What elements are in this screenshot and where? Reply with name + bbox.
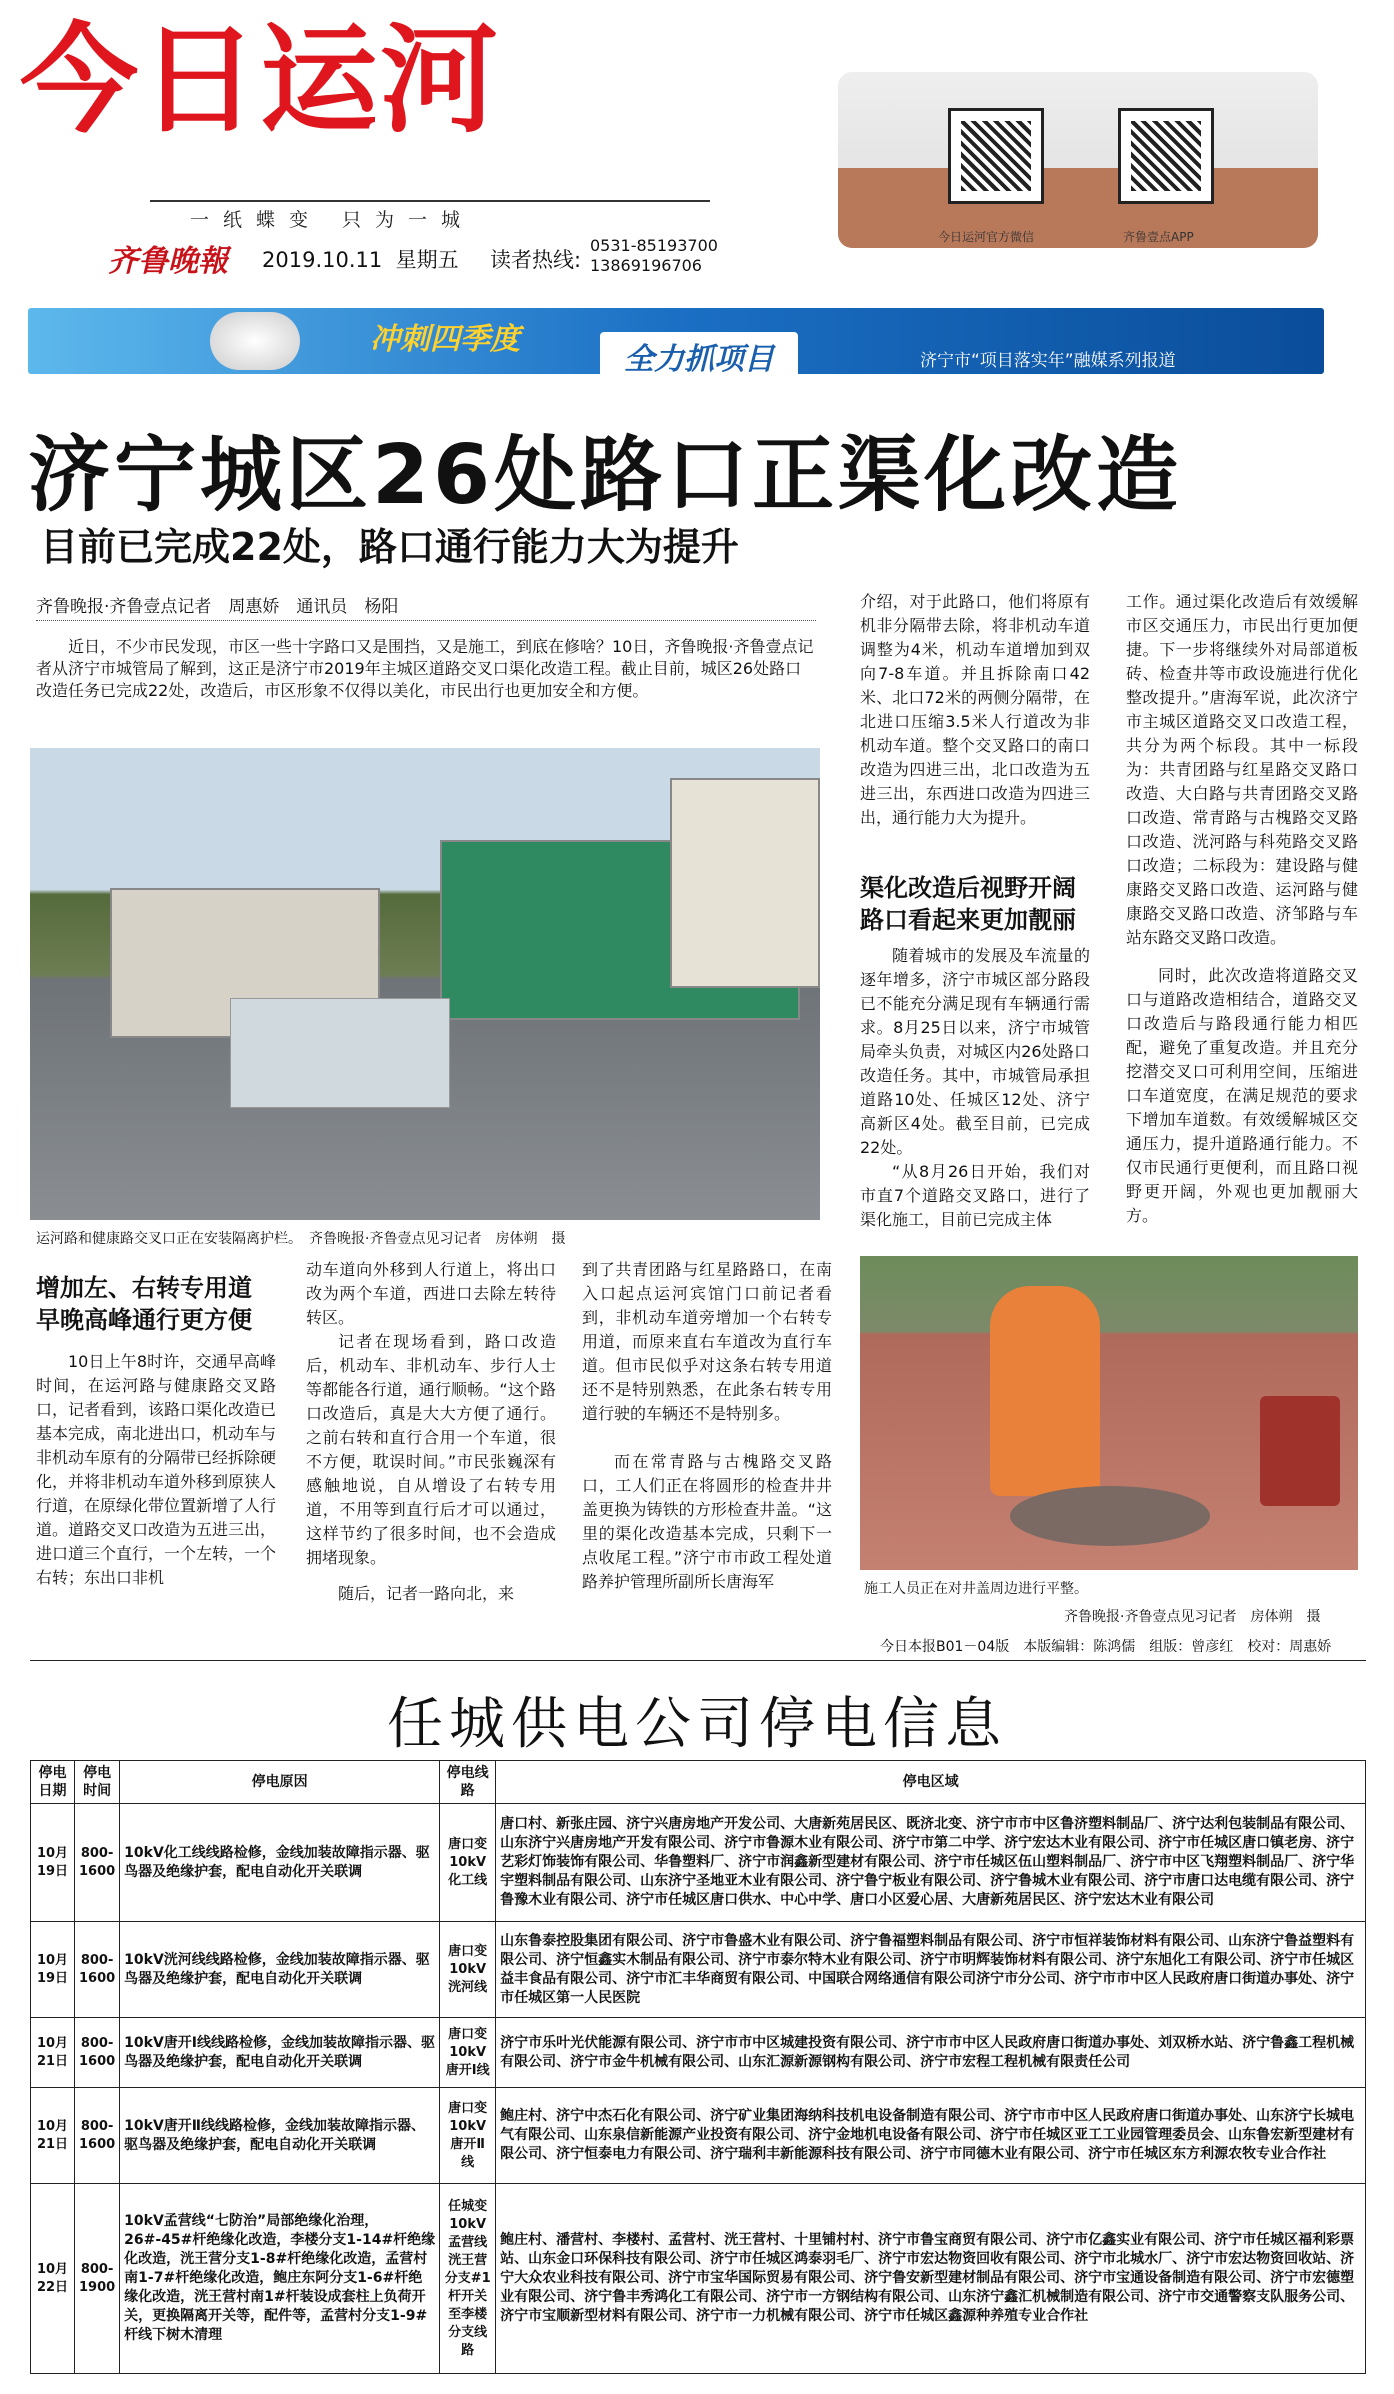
row-date: 10月21日	[31, 2088, 75, 2184]
row-area: 鲍庄村、潘营村、李楼村、孟营村、洸王营村、十里铺村村、济宁市鲁宝商贸有限公司、济宁市亿鑫实业有限公司、济宁市任城区福利彩票站、山东金口环保科技有限公司、济宁市任城区鸿泰羽毛厂、济宁市宏达物资回收有限公司、济宁市北城水厂、济宁市宏达物资回收站、济宁大众农业科技有限公司、济宁市宝华国际贸易有限公司、济宁鲁安新型建材制品有限公司、济宁市宝通设备制造有限公司、济宁市宏德塑业有限公司、济宁鲁丰秀鸿化工有限公司、济宁市一方钢结构有限公司、山东济宁鑫汇机械制造有限公司、济宁市交通警察支队服务公司、济宁市宝顺新型材料有限公司、济宁市一力机械有限公司、济宁市任城区鑫源种养殖专业合作社	[496, 2184, 1366, 2374]
section2-text: 随着城市的发展及车流量的逐年增多，济宁市城区部分路段已不能充分满足现有车辆通行需求。8月25日以来，济宁市城管局牵头负责，对城区内26处路口改造任务。其中，市城管局承担道路10处、任城区12处、济宁高新区4处。截至目前，已完成22处。	[860, 946, 1090, 1157]
row-area: 鲍庄村、济宁中杰石化有限公司、济宁矿业集团海纳科技机电设备制造有限公司、济宁市市中区人民政府唐口街道办事处、山东济宁长城电气有限公司、山东泉信新能源产业投资有限公司、济宁金地机电设备有限公司、济宁市任城区亚工工业园管理委员会、山东鲁宏新型建材有限公司、济宁恒泰电力有限公司、济宁瑞利丰新能源科技有限公司、济宁市同德木业有限公司、济宁市任城区东方利源农牧专业合作社	[496, 2088, 1366, 2184]
row-time: 800-1600	[75, 1922, 120, 2018]
hotline-numbers: 0531-85193700 13869196706	[590, 236, 718, 275]
section1-text: 10日上午8时许，交通早高峰时间，在运河路与健康路交叉路口，记者看到，该路口渠化改造已基本完成，南北进出口，机动车与非机动车原有的分隔带已经拆除硬化，并将非机动车道外移到原狭人行道，在原绿化带位置新增了人行道。道路交叉口改造为五进三出，进口道三个直行，一个左转，一个右转；东出口非机	[36, 1352, 277, 1587]
table-header-row	[31, 1761, 1366, 1804]
byline: 齐鲁晚报·齐鲁壹点记者 周惠娇 通讯员 杨阳	[36, 597, 399, 617]
issue-date: 2019.10.11 星期五	[262, 248, 459, 272]
fist-icon	[210, 312, 300, 370]
row-line: 任城变10kV孟营线洸王营分支#1杆开关至李楼分支线路	[440, 2184, 496, 2374]
row-date: 10月19日	[31, 1804, 75, 1922]
page-footer: 今日本报B01－04版 本版编辑：陈鸿儒 组版：曾彦红 校对：周惠娇	[880, 1639, 1332, 1655]
article-col-b2b: 记者在现场看到，路口改造后，机动车、非机动车、步行人士等都能各行道，通行顺畅。“这个路口改造后，真是大大方便了通行。之前右转和直行合用一个车道，很不方便，耽误时间。”市民张巍深有感触地说，自从增设了右转专用道，不用等到直行后才可以通过，这样节约了很多时间，也不会造成拥堵现象。	[306, 1332, 556, 1567]
subhead: 目前已完成22处，路口通行能力大为提升	[40, 525, 739, 569]
table-row	[31, 1804, 1366, 1922]
wechat-qr-code	[948, 108, 1044, 204]
row-reason: 10kV洸河线线路检修，金线加装故障指示器、驱鸟器及绝缘护套，配电自动化开关联调	[120, 1922, 440, 2018]
row-line: 唐口变10kV化工线	[440, 1804, 496, 1922]
article-col-mid: 介绍，对于此路口，他们将原有机非分隔带去除，将非机动车道调整为4米，机动车道增加到双向7-8车道。并且拆除南口42米、北口72米的两侧分隔带，在北进口压缩3.5米人行道改为非机动车道。整个交叉路口的南口改造为四进三出，北口改造为五进三出，东西进口改造为四进三出，通行能力大为提升。	[860, 592, 1090, 827]
worker-graphic	[990, 1286, 1100, 1496]
headline: 济宁城区26处路口正渠化改造	[28, 428, 1183, 523]
row-area: 山东鲁泰控股集团有限公司、济宁市鲁盛木业有限公司、济宁鲁福塑料制品有限公司、济宁市恒祥装饰材料有限公司、山东济宁鲁益塑料有限公司、济宁恒鑫实木制品有限公司、济宁市泰尔特木业有限公司、济宁市明辉装饰材料有限公司、济宁东旭化工有限公司、济宁市任城区益丰食品有限公司、济宁市汇丰华商贸有限公司、中国联合网络通信有限公司济宁市分公司、济宁市市中区人民政府唐口街道办事处、济宁市任城区第一人民医院	[496, 1922, 1366, 2018]
section-rule	[30, 1660, 1366, 1661]
header-date: 停电日期	[31, 1761, 75, 1804]
masthead-title: 今日运河	[20, 11, 501, 149]
banner-highlight: 全力抓项目	[600, 332, 798, 380]
header-reason: 停电原因	[120, 1761, 440, 1804]
barrier-stack-graphic	[230, 998, 450, 1108]
row-line: 唐口变10kV唐开Ⅰ线	[440, 2018, 496, 2088]
article-col-b3b: 而在常青路与古槐路交叉路口，工人们正在将圆形的检查井井盖更换为铸铁的方形检查井盖。“这里的渠化改造基本完成，只剩下一点收尾工程。”济宁市市政工程处道路养护管理所副所长唐海军	[582, 1452, 832, 1591]
photo2-credit: 齐鲁晚报·齐鲁壹点见习记者 房体朔 摄	[1064, 1609, 1321, 1625]
outage-title: 任城供电公司停电信息	[387, 1692, 1007, 1757]
row-reason: 10kV唐开Ⅰ线线路检修，金线加装故障指示器、驱鸟器及绝缘护套，配电自动化开关联调	[120, 2018, 440, 2088]
table-row	[31, 2184, 1366, 2374]
banner-series: 济宁市“项目落实年”融媒系列报道	[920, 351, 1176, 371]
dotted-divider	[36, 620, 816, 621]
hotline-label: 读者热线:	[490, 248, 582, 272]
banner-main: 冲刺四季度	[370, 322, 520, 357]
section2-text-2: “从8月26日开始，我们对市直7个道路交叉路口，进行了渠化施工，目前已完成主体	[860, 1162, 1090, 1229]
table-row	[31, 1922, 1366, 2018]
header-area: 停电区域	[496, 1761, 1366, 1804]
truck-cab-graphic	[670, 778, 820, 988]
article-col-b2: 动车道向外移到人行道上，将出口改为两个车道，西进口去除左转待转区。	[306, 1260, 556, 1327]
section1-heading: 增加左、右转专用道 早晚高峰通行更方便	[36, 1274, 252, 1334]
section2-heading: 渠化改造后视野开阔 路口看起来更加靓丽	[860, 874, 1076, 934]
row-date: 10月19日	[31, 1922, 75, 2018]
row-date: 10月21日	[31, 2018, 75, 2088]
article-col-right-2: 同时，此次改造将道路交叉口与道路改造相结合，道路交叉口改造后与路段通行能力相匹配，避免了重复改造。并且充分挖潜交叉口可利用空间，压缩进口车道宽度，在满足规范的要求下增加车道数。有效缓解城区交通压力，提升道路通行能力。不仅市民通行更便利，而且路口视野更开阔，外观也更加靓丽大方。	[1126, 966, 1358, 1225]
photo2-caption: 施工人员正在对井盖周边进行平整。	[864, 1581, 1088, 1597]
row-time: 800-1900	[75, 2184, 120, 2374]
lead-paragraph: 近日，不少市民发现，市区一些十字路口又是围挡，又是施工，到底在修啥？10日，齐鲁晚报·齐鲁壹点记者从济宁市城管局了解到，这正是济宁市2019年主城区道路交叉口渠化改造工程。截止目前，城区26处路口改造任务已完成22处，改造后，市区形象不仅得以美化，市民出行也更加安全和方便。	[36, 637, 814, 700]
row-line: 唐口变10kV洸河线	[440, 1922, 496, 2018]
skyline-graphic	[838, 168, 1318, 248]
row-time: 800-1600	[75, 2088, 120, 2184]
qr-panel	[838, 72, 1318, 248]
manhole-graphic	[1010, 1486, 1210, 1546]
row-time: 800-1600	[75, 1804, 120, 1922]
header-time: 停电时间	[75, 1761, 120, 1804]
article-col-b2c: 随后，记者一路向北，来	[338, 1584, 515, 1603]
photo1-caption: 运河路和健康路交叉口正在安装隔离护栏。 齐鲁晚报·齐鲁壹点见习记者 房体朔 摄	[36, 1231, 566, 1247]
header-line: 停电线路	[440, 1761, 496, 1804]
row-date: 10月22日	[31, 2184, 75, 2374]
brand-logo: 齐鲁晚報	[108, 244, 228, 279]
outage-table	[30, 1760, 1366, 2374]
row-area: 济宁市乐叶光伏能源有限公司、济宁市市中区城建投资有限公司、济宁市市中区人民政府唐口街道办事处、刘双桥水站、济宁鲁鑫工程机械有限公司、济宁市金牛机械有限公司、山东汇源新源钢构有限公司、济宁市宏程工程机械有限责任公司	[496, 2018, 1366, 2088]
row-reason: 10kV唐开Ⅱ线线路检修，金线加装故障指示器、驱鸟器及绝缘护套，配电自动化开关联调	[120, 2088, 440, 2184]
row-reason: 10kV孟营线“七防治”局部绝缘化治理，26#-45#杆绝缘化改造，李楼分支1-14#杆绝缘化改造，洸王营分支1-8#杆绝缘化改造，孟营村南1-7#杆绝缘化改造，鲍庄东阿分支1-6#杆绝缘化改造，洸王营村南1#杆装设成套柱上负荷开关，更换隔离开关等，配件等，孟营村分支1-9#杆线下树木清理	[120, 2184, 440, 2374]
row-reason: 10kV化工线线路检修，金线加装故障指示器、驱鸟器及绝缘护套，配电自动化开关联调	[120, 1804, 440, 1922]
app-qr-label: 齐鲁壹点APP	[1123, 230, 1194, 244]
row-time: 800-1600	[75, 2018, 120, 2088]
row-area: 唐口村、新张庄园、济宁兴唐房地产开发公司、大唐新苑居民区、既济北变、济宁市市中区鲁济塑料制品厂、济宁达利包装制品有限公司、山东济宁兴唐房地产开发有限公司、济宁市鲁源木业有限公司、济宁市第二中学、济宁宏达木业有限公司、济宁市任城区唐口镇老房、济宁艺彩灯饰装饰有限公司、华鲁塑料厂、济宁市润鑫新型建材有限公司、济宁市任城区伍山塑料制品厂、济宁市中区飞翔塑料制品厂、济宁华宇塑料制品有限公司、山东济宁圣地亚木业有限公司、济宁鲁宁板业有限公司、济宁鲁城木业有限公司、济宁市唐口达电缆有限公司、济宁鲁豫木业有限公司、济宁市任城区唐口供水、中心中学、唐口小区爱心居、大唐新苑居民区、济宁宏达木业有限公司	[496, 1804, 1366, 1922]
app-qr-code	[1118, 108, 1214, 204]
article-col-b3: 到了共青团路与红星路路口，在南入口起点运河宾馆门口前记者看到，非机动车道旁增加一个右转专用道，而原来直右车道改为直行车道。但市民似乎对这条右转专用道还不是特别熟悉，在此条右转专用道行驶的车辆还不是特别多。	[582, 1260, 832, 1423]
bucket-graphic	[1260, 1396, 1340, 1506]
table-row	[31, 2088, 1366, 2184]
table-row	[31, 2018, 1366, 2088]
masthead-divider	[150, 200, 710, 202]
wechat-qr-label: 今日运河官方微信	[938, 230, 1035, 244]
row-line: 唐口变10kV唐开Ⅱ线	[440, 2088, 496, 2184]
photo-worker-manhole	[860, 1256, 1358, 1570]
article-col-right: 工作。通过渠化改造后有效缓解市区交通压力，市民出行更加便捷。下一步将继续外对局部道板砖、检查井等市政设施进行优化整改提升。”唐海军说，此次济宁市主城区道路交叉口改造工程，共分为两个标段。其中一标段为：共青团路与红星路交叉路口改造、大白路与共青团路交叉路口改造、常青路与古槐路交叉路口改造、洸河路与科苑路交叉路口改造；二标段为：建设路与健康路交叉路口改造、运河路与健康路交叉路口改造、济邹路与车站东路交叉路口改造。	[1126, 592, 1358, 947]
masthead-slogan: 一纸蝶变 只为一城	[190, 209, 475, 231]
photo-traffic-barrier	[30, 748, 820, 1220]
